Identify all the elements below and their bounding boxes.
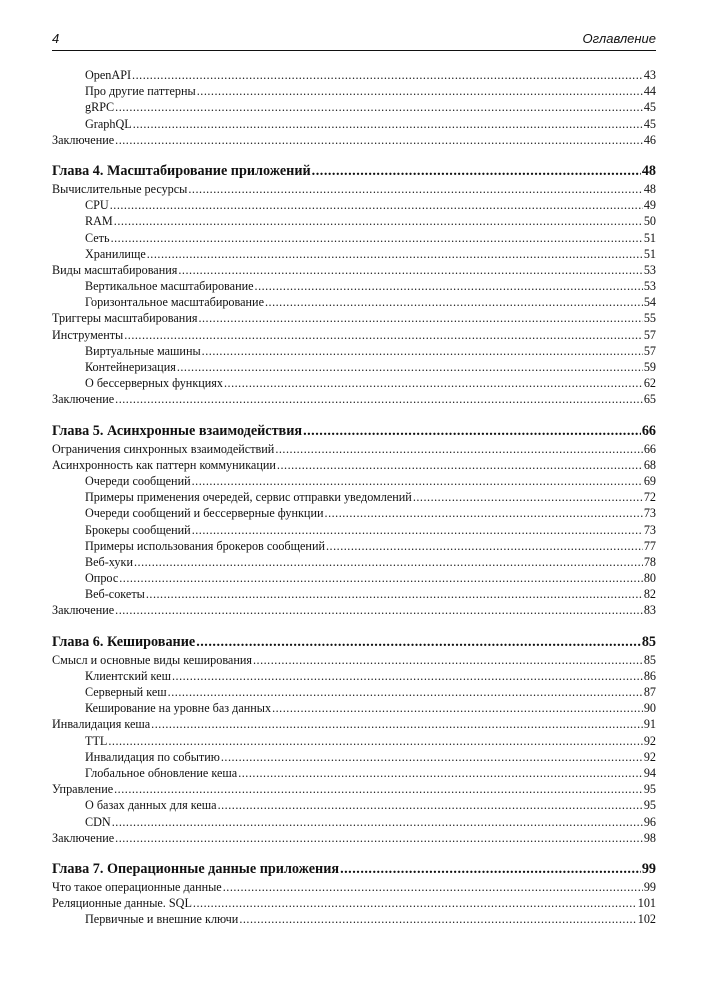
dot-leader xyxy=(151,716,643,732)
toc-page-number: 62 xyxy=(643,376,656,391)
toc-subsection-entry[interactable] xyxy=(52,911,656,927)
toc-subsection-entry[interactable] xyxy=(52,246,656,262)
toc-page-number: 48 xyxy=(643,181,656,196)
running-header xyxy=(52,30,656,51)
toc-entry-title: О бессерверных функциях xyxy=(85,376,223,391)
toc-section-entry[interactable] xyxy=(52,132,656,148)
toc-entry-title: Глобальное обновление кеша xyxy=(85,765,238,780)
toc-page-number: 72 xyxy=(643,490,656,505)
toc-page-number: 95 xyxy=(643,782,656,797)
toc-subsection-entry[interactable] xyxy=(52,116,656,132)
toc-entry-title: Глава 4. Масштабирование приложений xyxy=(52,162,311,179)
toc-entry-title: Примеры использования брокеров сообщений xyxy=(85,538,325,553)
toc-page-number: 85 xyxy=(643,652,656,667)
toc-page-number: 99 xyxy=(643,879,656,894)
toc-entry-title: Горизонтальное масштабирование xyxy=(85,295,264,310)
toc-section-entry[interactable] xyxy=(52,441,656,457)
dot-leader xyxy=(303,421,641,441)
toc-section-entry[interactable] xyxy=(52,457,656,473)
dot-leader xyxy=(198,310,642,326)
toc-page-number: 57 xyxy=(643,327,656,342)
dot-leader xyxy=(115,830,643,846)
toc-entry-title: Заключение xyxy=(52,392,115,407)
toc-entry-title: Вертикальное масштабирование xyxy=(85,279,254,294)
toc-page-number: 83 xyxy=(643,603,656,618)
dot-leader xyxy=(108,733,642,749)
dot-leader xyxy=(115,99,643,115)
dot-leader xyxy=(202,343,643,359)
toc-entry-title: RAM xyxy=(85,214,113,229)
toc-entry-title: Контейнеризация xyxy=(85,360,176,374)
dot-leader xyxy=(223,879,643,895)
toc-entry-title: Заключение xyxy=(52,603,115,618)
dot-leader xyxy=(413,489,643,505)
toc-section-entry[interactable] xyxy=(52,391,656,407)
toc-page-number: 80 xyxy=(643,571,656,586)
toc-subsection-entry[interactable] xyxy=(52,570,656,586)
toc-subsection-entry[interactable] xyxy=(52,473,656,489)
toc-page-number: 85 xyxy=(641,633,656,650)
dot-leader xyxy=(115,132,643,148)
toc-subsection-entry[interactable] xyxy=(52,538,656,554)
toc-page-number: 92 xyxy=(643,733,656,748)
toc-subsection-entry[interactable] xyxy=(52,700,656,716)
toc-page-number: 86 xyxy=(643,668,656,683)
toc-entry-title: CPU xyxy=(85,198,109,213)
toc-subsection-entry[interactable] xyxy=(52,554,656,570)
dot-leader xyxy=(272,700,643,716)
toc-entry-title: Асинхронность как паттерн коммуникации xyxy=(52,457,276,472)
toc-subsection-entry[interactable] xyxy=(52,522,656,538)
toc-section-entry[interactable] xyxy=(52,602,656,618)
chapter-spacer xyxy=(52,846,656,859)
toc-page-number: 73 xyxy=(643,522,656,537)
toc-subsection-entry[interactable] xyxy=(52,213,656,229)
toc-page-number: 48 xyxy=(641,162,656,179)
toc-subsection-entry[interactable] xyxy=(52,278,656,294)
toc-subsection-entry[interactable] xyxy=(52,375,656,391)
toc-entry-title: Реляционные данные. SQL xyxy=(52,896,192,911)
toc-section-entry[interactable] xyxy=(52,895,656,911)
toc-section-entry[interactable] xyxy=(52,262,656,278)
dot-leader xyxy=(239,911,636,927)
toc-subsection-entry[interactable] xyxy=(52,749,656,765)
toc-entry-title: Про другие паттерны xyxy=(85,84,196,99)
toc-subsection-entry[interactable] xyxy=(52,230,656,246)
toc-section-entry[interactable] xyxy=(52,652,656,668)
toc-entry-title: Глава 5. Асинхронные взаимодействия xyxy=(52,422,303,439)
dot-leader xyxy=(146,586,643,602)
toc-page-number: 49 xyxy=(643,198,656,213)
dot-leader xyxy=(115,602,643,618)
dot-leader xyxy=(168,684,643,700)
toc-page-number: 101 xyxy=(637,896,656,911)
toc-entry-title: Первичные и внешние ключи xyxy=(85,912,239,927)
toc-section-entry[interactable] xyxy=(52,830,656,846)
toc-entry-title: Что такое операционные данные xyxy=(52,879,222,894)
toc-page-number: 55 xyxy=(643,311,656,326)
toc-page-number: 44 xyxy=(643,84,656,99)
toc-subsection-entry[interactable] xyxy=(52,505,656,521)
toc-page-number: 87 xyxy=(643,685,656,699)
toc-page-number: 68 xyxy=(643,457,656,472)
chapter-spacer xyxy=(52,408,656,421)
toc-page-number: 50 xyxy=(643,214,656,229)
dot-leader xyxy=(325,505,643,521)
toc-page-number: 77 xyxy=(643,538,656,553)
toc-page-number: 43 xyxy=(643,68,656,82)
dot-leader xyxy=(221,749,643,765)
toc-entry-title: Очереди сообщений и бессерверные функции xyxy=(85,506,324,521)
toc-page-number: 91 xyxy=(643,717,656,732)
dot-leader xyxy=(265,294,643,310)
toc-page-number: 82 xyxy=(643,587,656,602)
toc-section-entry[interactable] xyxy=(52,879,656,895)
toc-entry-title: Веб-сокеты xyxy=(85,587,145,602)
dot-leader xyxy=(255,278,643,294)
toc-entry-title: Триггеры масштабирования xyxy=(52,311,198,326)
toc-subsection-entry[interactable] xyxy=(52,684,656,700)
toc-page-number: 54 xyxy=(643,295,656,310)
toc-page-number: 59 xyxy=(643,360,656,374)
toc-page-number: 66 xyxy=(643,441,656,456)
dot-leader xyxy=(275,441,642,457)
toc-page-number: 65 xyxy=(643,392,656,407)
toc-entry-title: CDN xyxy=(85,814,111,829)
toc-entry-title: Инструменты xyxy=(52,327,124,342)
toc-entry-title: Заключение xyxy=(52,830,115,845)
dot-leader xyxy=(218,797,643,813)
toc-entry-title: Очереди сообщений xyxy=(85,473,191,488)
toc-entry-title: Заключение xyxy=(52,132,115,147)
toc-subsection-entry[interactable] xyxy=(52,197,656,213)
table-of-contents xyxy=(52,67,656,927)
dot-leader xyxy=(312,161,641,181)
toc-page-number: 99 xyxy=(641,860,656,877)
chapter-spacer xyxy=(52,619,656,632)
toc-entry-title: GraphQL xyxy=(85,116,132,131)
toc-section-entry[interactable] xyxy=(52,310,656,326)
toc-page-number: 69 xyxy=(643,473,656,488)
toc-page-number: 53 xyxy=(643,262,656,277)
toc-subsection-entry[interactable] xyxy=(52,294,656,310)
toc-entry-title: Брокеры сообщений xyxy=(85,522,191,537)
toc-subsection-entry[interactable] xyxy=(52,83,656,99)
dot-leader xyxy=(192,473,643,489)
dot-leader xyxy=(177,359,643,375)
dot-leader xyxy=(133,116,643,132)
toc-entry-title: Виды масштабирования xyxy=(52,262,178,277)
toc-page-number: 102 xyxy=(637,912,656,927)
dot-leader xyxy=(188,181,642,197)
toc-subsection-entry[interactable] xyxy=(52,765,656,781)
toc-subsection-entry[interactable] xyxy=(52,99,656,115)
toc-entry-title: OpenAPI xyxy=(85,68,132,82)
toc-page-number: 53 xyxy=(643,279,656,294)
toc-entry-title: Инвалидация кеша xyxy=(52,717,151,732)
dot-leader xyxy=(172,668,643,684)
dot-leader xyxy=(110,197,643,213)
dot-leader xyxy=(326,538,643,554)
toc-page-number: 66 xyxy=(641,422,656,439)
toc-subsection-entry[interactable] xyxy=(52,343,656,359)
dot-leader xyxy=(197,83,643,99)
toc-entry-title: Ограничения синхронных взаимодействий xyxy=(52,441,275,456)
toc-section-entry[interactable] xyxy=(52,716,656,732)
toc-page-number: 78 xyxy=(643,554,656,569)
toc-page-number: 90 xyxy=(643,701,656,716)
toc-page-number: 57 xyxy=(643,343,656,358)
toc-page-number: 95 xyxy=(643,798,656,813)
toc-page-number: 51 xyxy=(643,230,656,245)
page-number: 4 xyxy=(52,31,60,46)
toc-chapter-entry[interactable] xyxy=(52,421,656,441)
toc-entry-title: Примеры применения очередей, сервис отправки уведомлений xyxy=(85,490,412,505)
dot-leader xyxy=(178,262,642,278)
dot-leader xyxy=(115,391,643,407)
dot-leader xyxy=(340,859,641,879)
toc-chapter-entry[interactable] xyxy=(52,632,656,652)
toc-entry-title: Управление xyxy=(52,782,114,797)
toc-page-number: 45 xyxy=(643,116,656,131)
toc-page-number: 94 xyxy=(643,765,656,780)
toc-entry-title: Глава 7. Операционные данные приложения xyxy=(52,860,340,877)
toc-entry-title: Сеть xyxy=(85,230,110,245)
dot-leader xyxy=(147,246,643,262)
toc-page-number: 45 xyxy=(643,100,656,115)
dot-leader xyxy=(277,457,643,473)
toc-entry-title: Инвалидация по событию xyxy=(85,749,220,764)
chapter-spacer xyxy=(52,148,656,161)
toc-page-number: 96 xyxy=(643,814,656,829)
toc-subsection-entry[interactable] xyxy=(52,733,656,749)
dot-leader xyxy=(134,554,643,570)
toc-subsection-entry[interactable] xyxy=(52,67,656,83)
toc-entry-title: TTL xyxy=(85,733,108,748)
toc-entry-title: Глава 6. Кеширование xyxy=(52,633,196,650)
toc-entry-title: Виртуальные машины xyxy=(85,343,201,358)
toc-section-entry[interactable] xyxy=(52,327,656,343)
toc-entry-title: Опрос xyxy=(85,571,119,586)
toc-section-entry[interactable] xyxy=(52,781,656,797)
toc-entry-title: Веб-хуки xyxy=(85,554,133,569)
toc-entry-title: Серверный кеш xyxy=(85,685,167,699)
toc-entry-title: Хранилище xyxy=(85,246,146,261)
toc-subsection-entry[interactable] xyxy=(52,489,656,505)
toc-entry-title: Вычислительные ресурсы xyxy=(52,181,188,196)
dot-leader xyxy=(124,327,643,343)
toc-chapter-entry[interactable] xyxy=(52,161,656,181)
dot-leader xyxy=(192,522,643,538)
toc-page-number: 51 xyxy=(643,246,656,261)
toc-page-number: 92 xyxy=(643,749,656,764)
dot-leader xyxy=(196,632,641,652)
toc-entry-title: Смысл и основные виды кеширования xyxy=(52,652,252,667)
dot-leader xyxy=(193,895,637,911)
running-title: Оглавление xyxy=(582,31,656,46)
toc-entry-title: О базах данных для кеша xyxy=(85,798,217,813)
dot-leader xyxy=(114,213,643,229)
dot-leader xyxy=(112,814,643,830)
toc-entry-title: Кеширование на уровне баз данных xyxy=(85,701,272,716)
dot-leader xyxy=(114,781,643,797)
toc-chapter-entry[interactable] xyxy=(52,859,656,879)
book-page xyxy=(52,30,656,970)
toc-section-entry[interactable] xyxy=(52,181,656,197)
toc-page-number: 98 xyxy=(643,830,656,845)
toc-entry-title: Клиентский кеш xyxy=(85,668,171,683)
dot-leader xyxy=(224,375,643,391)
dot-leader xyxy=(238,765,643,781)
dot-leader xyxy=(132,67,643,83)
toc-subsection-entry[interactable] xyxy=(52,586,656,602)
dot-leader xyxy=(253,652,643,668)
toc-entry-title: gRPC xyxy=(85,100,115,115)
toc-subsection-entry[interactable] xyxy=(52,797,656,813)
toc-subsection-entry[interactable] xyxy=(52,814,656,830)
toc-subsection-entry[interactable] xyxy=(52,668,656,684)
dot-leader xyxy=(119,570,643,586)
toc-page-number: 46 xyxy=(643,132,656,147)
toc-page-number: 73 xyxy=(643,506,656,521)
dot-leader xyxy=(111,230,643,246)
toc-subsection-entry[interactable] xyxy=(52,359,656,375)
